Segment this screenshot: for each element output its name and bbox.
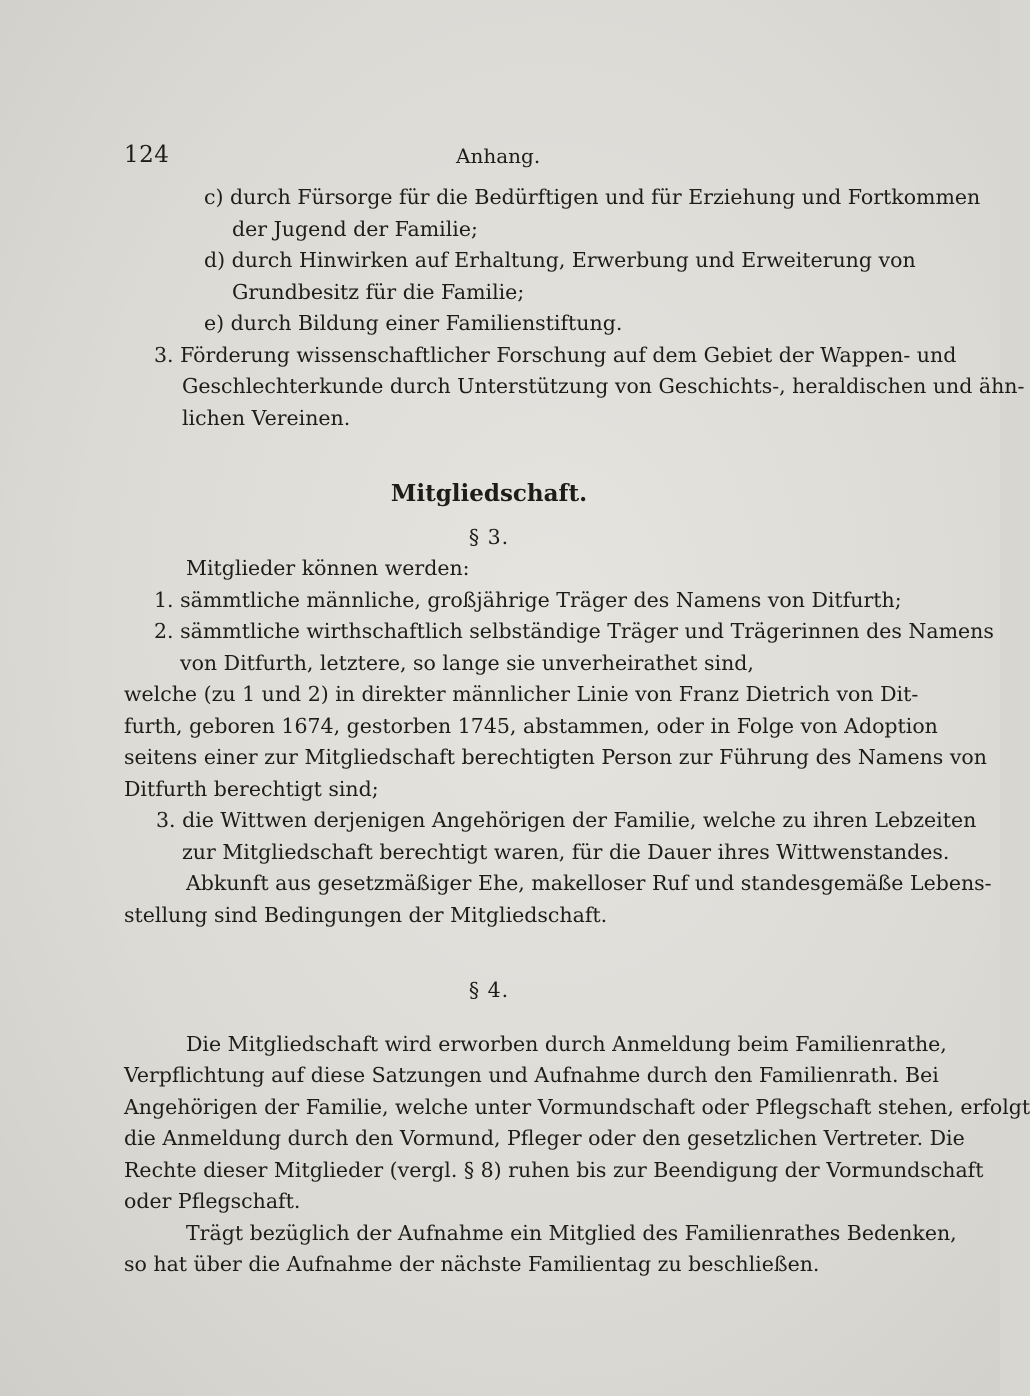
membership-requirements-continuation: stellung sind Bedingungen der Mitgliedschaft. xyxy=(124,902,608,927)
section-4-paragraph-line: Angehörigen der Familie, welche unter Vormundschaft oder Pflegschaft stehen, erfolgt xyxy=(124,1094,1030,1119)
membership-item-3-continuation: zur Mitgliedschaft berechtigt waren, für die Dauer ihres Wittwenstandes. xyxy=(182,839,950,864)
running-head: Anhang. xyxy=(456,144,541,168)
point-3-line: 3. Förderung wissenschaftlicher Forschung auf dem Gebiet der Wappen- und xyxy=(154,342,957,367)
page-number: 124 xyxy=(124,142,170,168)
point-3-continuation: Geschlechterkunde durch Unterstützung von Geschichts-, heraldischen und ähn- xyxy=(182,374,1025,398)
item-d-line: d) durch Hinwirken auf Erhaltung, Erwerbung und Erweiterung von xyxy=(204,248,916,272)
body-text xyxy=(124,182,1030,1281)
membership-requirements: Abkunft aus gesetzmäßiger Ehe, makelloser Ruf und standesgemäße Lebens- xyxy=(186,871,992,895)
section-4-paragraph-line: die Anmeldung durch den Vormund, Pfleger oder den gesetzlichen Vertreter. Die xyxy=(124,1126,965,1150)
paragraph-number: § 4. xyxy=(468,978,510,1002)
membership-intro: Mitglieder können werden: xyxy=(186,556,470,580)
section-4-paragraph-line: oder Pflegschaft. xyxy=(124,1189,301,1213)
point-3-continuation: lichen Vereinen. xyxy=(182,405,351,430)
membership-condition-line: seitens einer zur Mitgliedschaft berechtigten Person zur Führung des Namens von xyxy=(124,745,987,769)
membership-item-3: 3. die Wittwen derjenigen Angehörigen der Familie, welche zu ihren Lebzeiten xyxy=(156,808,977,832)
section-4-paragraph-line: Rechte dieser Mitglieder (vergl. § 8) ruhen bis zur Beendigung der Vormundschaft xyxy=(124,1157,984,1182)
membership-condition-line: furth, geboren 1674, gestorben 1745, abstammen, oder in Folge von Adoption xyxy=(124,713,938,738)
section-4-paragraph-line: Die Mitgliedschaft wird erworben durch Anmeldung beim Familienrathe, xyxy=(186,1031,947,1056)
membership-item-2: 2. sämmtliche wirthschaftlich selbständige Träger und Trägerinnen des Namens xyxy=(154,619,994,643)
section-heading: Mitgliedschaft. xyxy=(390,480,588,507)
section-4-paragraph-2-line: Trägt bezüglich der Aufnahme ein Mitglied des Familienrathes Bedenken, xyxy=(186,1220,957,1245)
item-c-line: c) durch Fürsorge für die Bedürftigen und für Erziehung und Fortkommen xyxy=(204,185,981,209)
membership-condition-line: welche (zu 1 und 2) in direkter männlicher Linie von Franz Dietrich von Dit- xyxy=(124,682,919,706)
item-c-continuation: der Jugend der Familie; xyxy=(232,216,478,241)
section-4-paragraph-2-line: so hat über die Aufnahme der nächste Familientag zu beschließen. xyxy=(124,1252,820,1276)
membership-condition-line: Ditfurth berechtigt sind; xyxy=(124,776,379,801)
membership-item-2-continuation: von Ditfurth, letztere, so lange sie unverheirathet sind, xyxy=(180,650,754,675)
membership-item-1: 1. sämmtliche männliche, großjährige Träger des Namens von Ditfurth; xyxy=(154,587,902,612)
item-e-line: e) durch Bildung einer Familienstiftung. xyxy=(204,311,623,335)
section-4-paragraph-line: Verpflichtung auf diese Satzungen und Aufnahme durch den Familienrath. Bei xyxy=(124,1063,939,1087)
item-d-continuation: Grundbesitz für die Familie; xyxy=(232,279,525,304)
paragraph-number: § 3. xyxy=(468,524,510,549)
page-header xyxy=(124,142,854,172)
